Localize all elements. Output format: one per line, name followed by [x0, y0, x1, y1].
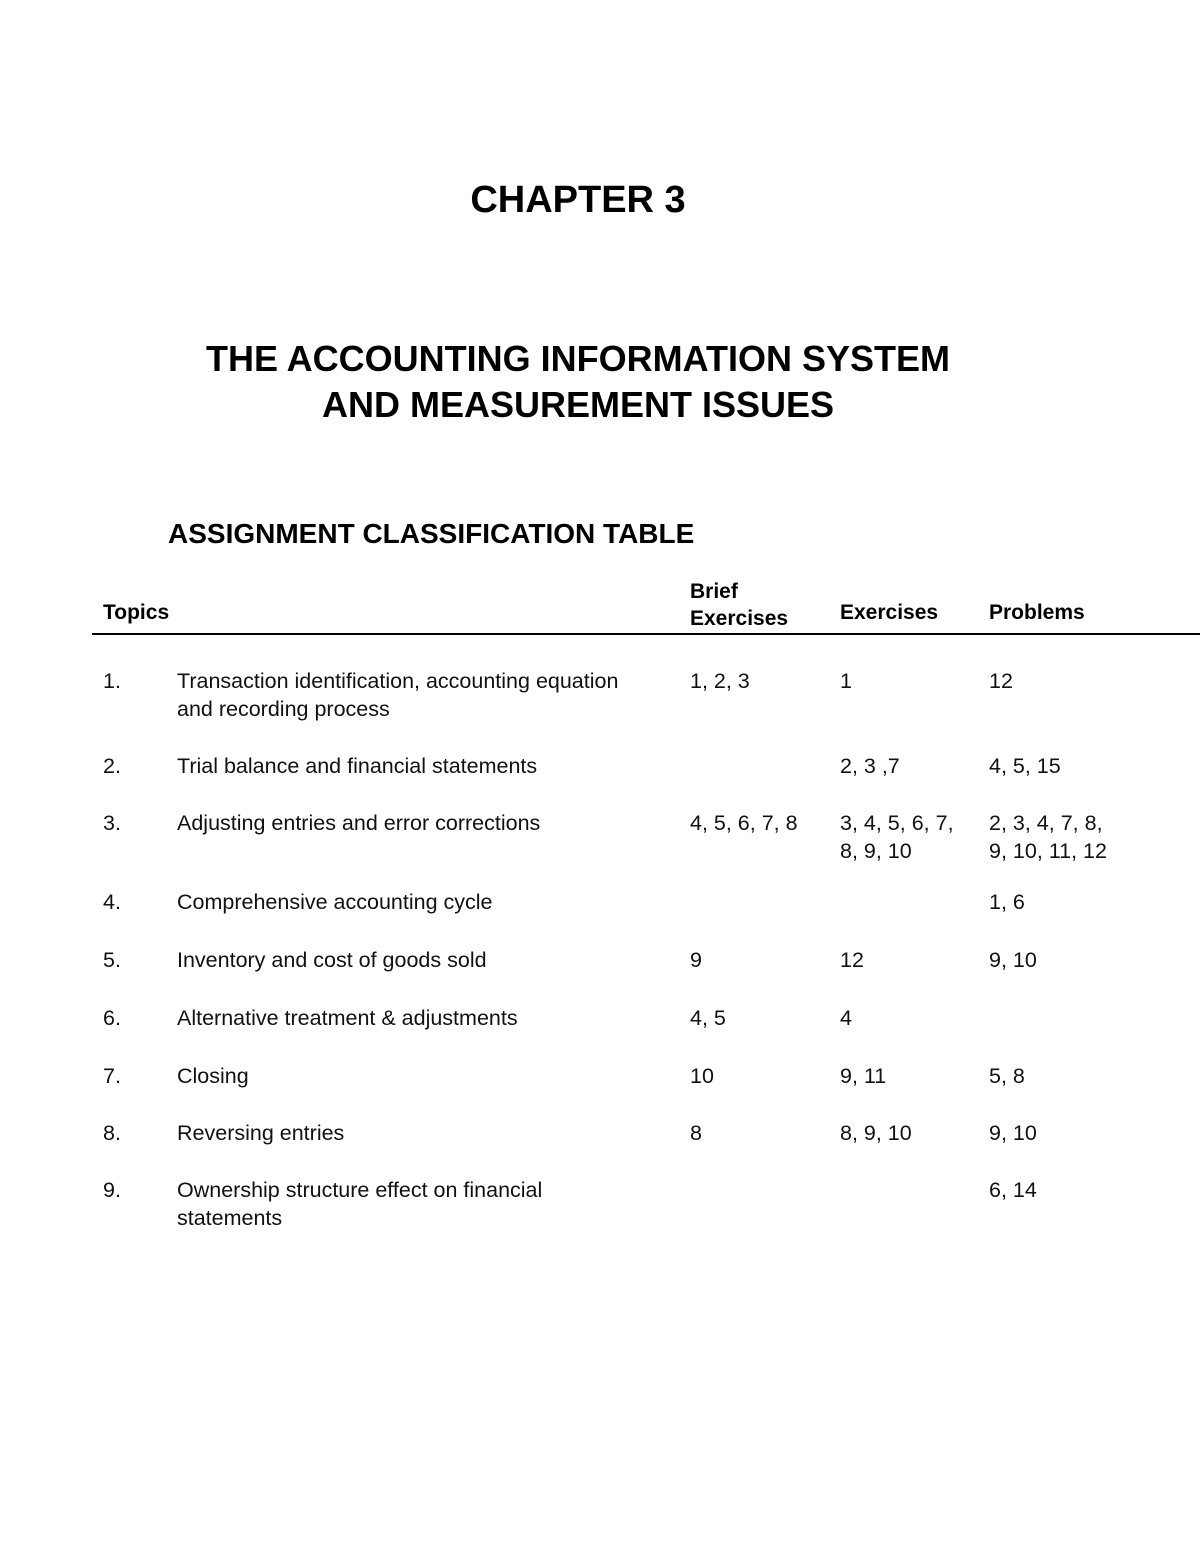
row-brief-exercises: 8 — [690, 1121, 702, 1145]
row-exercises: 8, 9, 10 — [840, 1121, 912, 1145]
row-exercises: 12 — [840, 948, 864, 972]
chapter-heading: CHAPTER 3 — [470, 179, 686, 221]
row-brief-exercises: 4, 5, 6, 7, 8 — [690, 811, 798, 835]
header-brief-exercises — [690, 578, 788, 632]
row-number: 5. — [103, 948, 121, 972]
row-topic: Reversing entries — [177, 1121, 345, 1145]
row-problems: 9, 10 — [989, 948, 1037, 972]
row-problems: 12 — [989, 669, 1013, 693]
row-topic: Transaction identification, accounting equation and recording process — [177, 669, 619, 721]
header-problems: Problems — [989, 601, 1085, 624]
row-number: 7. — [103, 1064, 121, 1088]
row-brief-exercises: 4, 5 — [690, 1006, 726, 1030]
row-topic: Adjusting entries and error corrections — [177, 811, 541, 835]
row-number: 4. — [103, 890, 121, 914]
row-problems: 6, 14 — [989, 1178, 1037, 1202]
row-exercises: 4 — [840, 1006, 852, 1030]
row-brief-exercises: 9 — [690, 948, 702, 972]
header-brief-line-2: Exercises — [690, 607, 789, 630]
row-topic: Trial balance and financial statements — [177, 754, 538, 778]
row-topic: Ownership structure effect on financial statements — [177, 1178, 543, 1230]
row-problems: 5, 8 — [989, 1064, 1025, 1088]
row-problems: 2, 3, 4, 7, 8, 9, 10, 11, 12 — [989, 811, 1107, 863]
row-topic: Closing — [177, 1064, 249, 1088]
row-topic: Alternative treatment & adjustments — [177, 1006, 518, 1030]
row-problems: 4, 5, 15 — [989, 754, 1061, 778]
row-number: 9. — [103, 1178, 121, 1202]
row-exercises: 1 — [840, 669, 852, 693]
row-problems: 9, 10 — [989, 1121, 1037, 1145]
row-problems: 1, 6 — [989, 890, 1025, 914]
row-exercises: 9, 11 — [840, 1064, 887, 1088]
row-number: 3. — [103, 811, 121, 835]
row-number: 8. — [103, 1121, 121, 1145]
header-brief-line-1: Brief — [690, 580, 738, 603]
row-exercises: 2, 3 ,7 — [840, 754, 900, 778]
row-brief-exercises: 10 — [690, 1064, 714, 1088]
header-topics: Topics — [103, 601, 170, 624]
header-exercises: Exercises — [840, 601, 939, 624]
row-number: 2. — [103, 754, 121, 778]
chapter-title — [0, 336, 1156, 428]
table-title: ASSIGNMENT CLASSIFICATION TABLE — [168, 518, 695, 549]
table-header — [92, 576, 1200, 635]
chapter-title-line-2: AND MEASUREMENT ISSUES — [321, 384, 835, 425]
row-exercises: 3, 4, 5, 6, 7, 8, 9, 10 — [840, 811, 954, 863]
row-topic: Comprehensive accounting cycle — [177, 890, 493, 914]
row-number: 6. — [103, 1006, 121, 1030]
row-brief-exercises: 1, 2, 3 — [690, 669, 750, 693]
row-topic: Inventory and cost of goods sold — [177, 948, 487, 972]
row-number: 1. — [103, 669, 121, 693]
chapter-title-line-1: THE ACCOUNTING INFORMATION SYSTEM — [206, 338, 950, 379]
